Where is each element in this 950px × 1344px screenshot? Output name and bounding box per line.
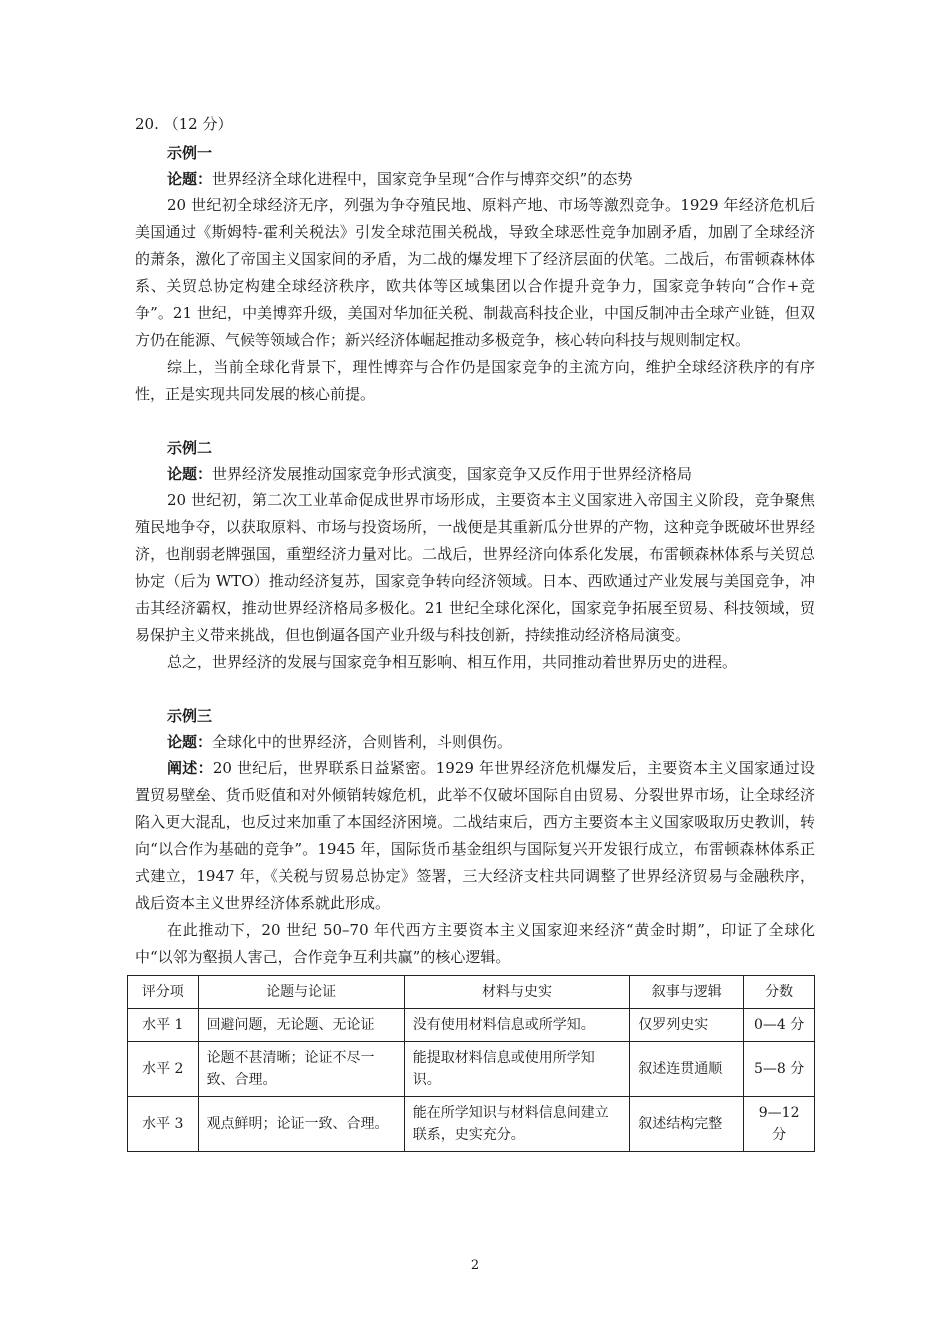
paragraph: 在此推动下，20 世纪 50–70 年代西方主要资本主义国家迎来经济“黄金时期”，印证了全球化中“以邻为壑损人害己，合作竞争互利共赢”的核心逻辑。	[135, 921, 815, 966]
document-page	[135, 112, 815, 1152]
body-label: 阐述：	[167, 759, 213, 777]
paragraph: 20 世纪初全球经济无序，列强为争夺殖民地、原料产地、市场等激烈竞争。1929 年经济危机后美国通过《斯姆特-霍利关税法》引发全球范围关税战，导致全球恶性竞争加剧矛盾，加剧了全球经济的萧条，激化了帝国主义国家间的矛盾，为二战的爆发埋下了经济层面的伏笔。二战后，布雷顿森林体系、关贸总协定构建全球经济秩序，欧共体等区域集团以合作提升竞争力，国家竞争转向“合作+竞争”。21 世纪，中美博弈升级，美国对华加征关税、制裁高科技企业，中国反制冲击全球产业链，但双方仍在能源、气候等领域合作；新兴经济体崛起推动多极竞争，核心转向科技与规则制定权。	[135, 196, 815, 349]
thesis-text: 世界经济发展推动国家竞争形式演变，国家竞争又反作用于世界经济格局	[212, 465, 693, 483]
rubric-cell: 水平 3	[128, 1097, 199, 1152]
rubric-cell: 能在所学知识与材料信息间建立联系，史实充分。	[404, 1097, 630, 1152]
paragraph: 总之，世界经济的发展与国家竞争相互影响、相互作用，共同推动着世界历史的进程。	[167, 653, 738, 671]
rubric-row	[128, 1097, 815, 1152]
question-number: 20.	[135, 115, 159, 133]
rubric-cell: 仅罗列史实	[630, 1009, 744, 1042]
rubric-header: 叙事与逻辑	[630, 976, 744, 1009]
rubric-cell: 叙述结构完整	[630, 1097, 744, 1152]
paragraph: 20 世纪初，第二次工业革命促成世界市场形成，主要资本主义国家进入帝国主义阶段，竞争聚焦殖民地争夺，以获取原料、市场与投资场所，一战便是其重新瓜分世界的产物，这种竞争既破坏世界经济，也削弱老牌强国，重塑经济力量对比。二战后，世界经济向体系化发展，布雷顿森林体系与关贸总协定（后为 WTO）推动经济复苏，国家竞争转向经济领域。日本、西欧通过产业发展与美国竞争，冲击其经济霸权，推动世界经济格局多极化。21 世纪全球化深化，国家竞争拓展至贸易、科技领域，贸易保护主义带来挑战，但也倒逼各国产业升级与科技创新，持续推动经济格局演变。	[135, 491, 815, 644]
thesis-label: 论题：	[167, 733, 213, 751]
rubric-cell: 5—8 分	[744, 1042, 815, 1097]
question-points: （12 分）	[163, 115, 233, 133]
example-title: 示例一	[167, 144, 213, 162]
rubric-cell: 能提取材料信息或使用所学知识。	[404, 1042, 630, 1097]
example-2	[135, 435, 815, 676]
example-thesis	[135, 166, 815, 192]
example-thesis	[135, 461, 815, 487]
paragraph: 综上，当前全球化背景下，理性博弈与合作仍是国家竞争的主流方向，维护全球经济秩序的有序性，正是实现共同发展的核心前提。	[135, 358, 815, 403]
rubric-header: 论题与论证	[198, 976, 404, 1009]
rubric-header: 材料与史实	[404, 976, 630, 1009]
rubric-cell: 9—12 分	[744, 1097, 815, 1152]
thesis-label: 论题：	[167, 170, 213, 188]
example-thesis	[135, 729, 815, 755]
example-title: 示例三	[167, 707, 213, 725]
example-1	[135, 140, 815, 408]
rubric-cell: 0—4 分	[744, 1009, 815, 1042]
rubric-header-row	[128, 976, 815, 1009]
rubric-cell: 没有使用材料信息或所学知。	[404, 1009, 630, 1042]
example-title: 示例二	[167, 439, 213, 457]
paragraph	[135, 755, 815, 917]
thesis-text: 全球化中的世界经济，合则皆利，斗则俱伤。	[212, 733, 513, 751]
rubric-header: 分数	[744, 976, 815, 1009]
thesis-text: 世界经济全球化进程中，国家竞争呈现“合作与博弈交织”的态势	[212, 170, 633, 188]
question-header	[135, 112, 815, 136]
rubric-header: 评分项	[128, 976, 199, 1009]
page-number: 2	[470, 1258, 480, 1273]
rubric-cell: 观点鲜明；论证一致、合理。	[198, 1097, 404, 1152]
rubric-cell: 水平 1	[128, 1009, 199, 1042]
rubric-cell: 水平 2	[128, 1042, 199, 1097]
rubric-cell: 论题不甚清晰；论证不尽一致、合理。	[198, 1042, 404, 1097]
paragraph-text: 20 世纪后，世界联系日益紧密。1929 年世界经济危机爆发后，主要资本主义国家通过设置贸易壁垒、货币贬值和对外倾销转嫁危机，此举不仅破坏国际自由贸易、分裂世界市场，让全球经济陷入更大混乱，也反过来加重了本国经济困境。二战结束后，西方主要资本主义国家吸取历史教训，转向“以合作为基础的竞争”。1945 年，国际货币基金组织与国际复兴开发银行成立，布雷顿森林体系正式建立，1947 年，《关税与贸易总协定》签署，三大经济支柱共同调整了世界经济贸易与金融秩序，战后资本主义世界经济体系就此形成。	[135, 759, 815, 912]
rubric-cell: 叙述连贯通顺	[630, 1042, 744, 1097]
rubric-table	[127, 975, 815, 1152]
rubric-row	[128, 1009, 815, 1042]
example-3	[135, 703, 815, 971]
rubric-row	[128, 1042, 815, 1097]
rubric-cell: 回避问题，无论题、无论证	[198, 1009, 404, 1042]
thesis-label: 论题：	[167, 465, 213, 483]
